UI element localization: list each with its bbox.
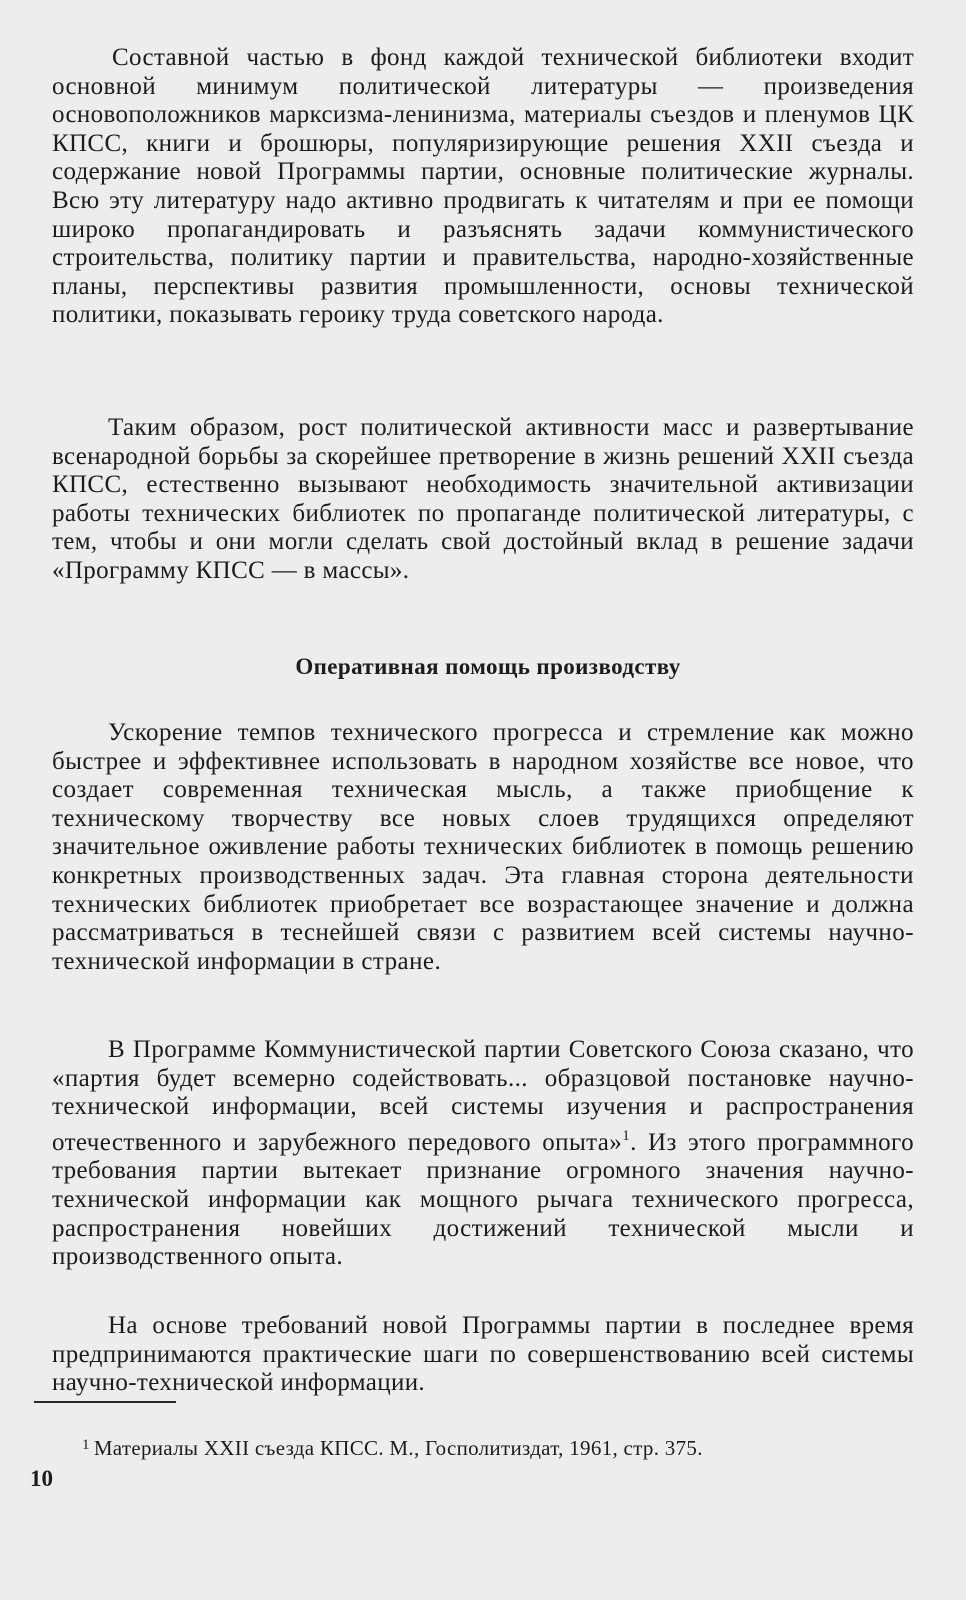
paragraph-party-program-quote [52,1036,914,1272]
section-heading: Оперативная помощь производству [295,654,681,679]
paragraph-activity-growth: Таким образом, рост политической активности масс и развертывание всенародной борьбы за скорейшее претворение в жизнь решений XXII съезда КПСС, естественно вызывают необходимость значительной активизации работы технических библиотек по пропаганде политической литературы, с тем, чтобы и они могли сделать свой достойный вклад в решение задачи «Программу КПСС — в массы». [52,414,914,584]
footnote [82,1432,703,1461]
footnote-mark: 1 [82,1437,90,1453]
footnote-divider [34,1401,176,1403]
footnote-reference: 1 [622,1127,631,1144]
footnote-text: Материалы XXII съезда КПСС. М., Госполитиздат, 1961, стр. 375. [93,1436,703,1460]
paragraph-information-system: На основе требований новой Программы партии в последнее время предпринимаются практические шаги по совершенствованию всей системы научно-технической информации. [52,1312,914,1397]
paragraph-quote-text: В Программе Коммунистической партии Советского Союза сказано, что «партия будет всемерно содействовать... образцовой постановке научно-технической информации, всей системы изучения и распространения отечественного и зарубежного передового опыта» [52,1036,914,1156]
paragraph-political-literature: Составной частью в фонд каждой технической библиотеки входит основной минимум политической литературы — произведения основоположников марксизма-ленинизма, материалы съездов и пленумов ЦК КПСС, книги и брошюры, популяризирующие решения XXII съезда и содержание новой Программы партии, основные политические журналы. Всю эту литературу надо активно продвигать к читателям и при ее помощи широко пропагандировать и разъяснять задачи коммунистического строительства, политику партии и правительства, народно-хозяйственные планы, перспективы развития промышленности, основы технической политики, показывать героику труда советского народа. [52,44,914,329]
page-number: 10 [30,1466,53,1491]
paragraph-technical-progress: Ускорение темпов технического прогресса и стремление как можно быстрее и эффективнее использовать в народном хозяйстве все новое, что создает современная техническая мысль, а также приобщение к техническому творчеству все новых слоев трудящихся определяют значительное оживление работы технических библиотек в помощь решению конкретных производственных задач. Эта главная сторона деятельности технических библиотек приобретает все возрастающее значение и должна рассматриваться в теснейшей связи с развитием всей системы научно-технической информации в стране. [52,719,914,975]
paragraph-quote-tail: . Из этого программного требования партии вытекает признание огромного значения научно-технической информации как мощного рычага технического прогресса, распространения новейших достижений технической мысли и производственного опыта. [52,1128,914,1271]
